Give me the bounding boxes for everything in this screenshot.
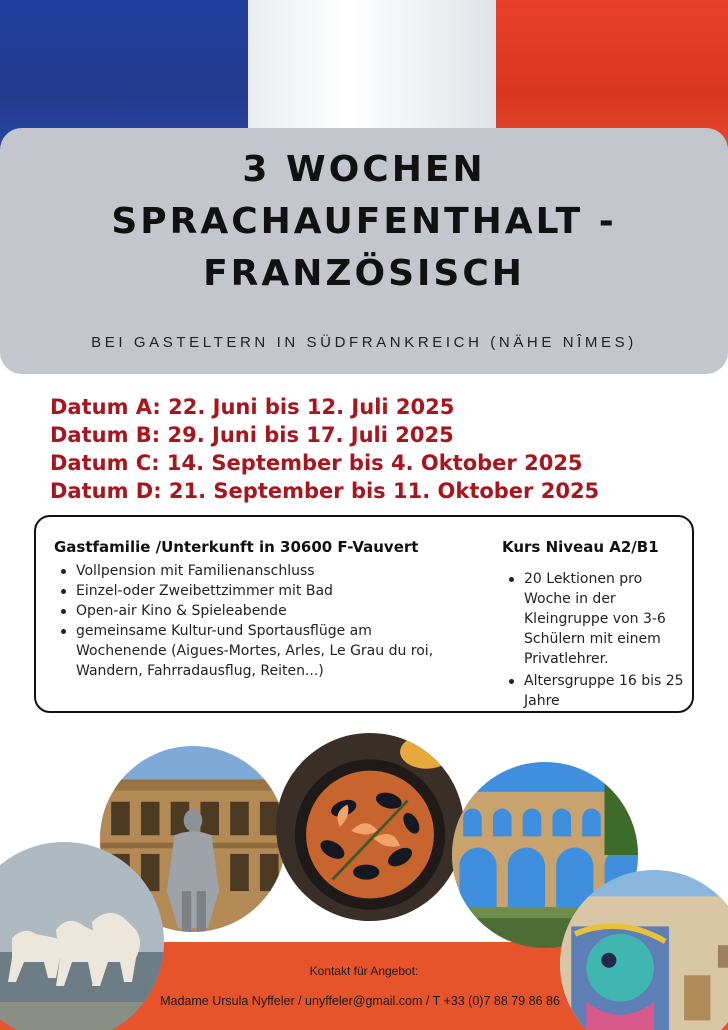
accommodation-section: [54, 537, 464, 681]
list-item: Vollpension mit Familienanschluss: [54, 561, 464, 581]
list-item: Open-air Kino & Spieleabende: [54, 601, 464, 621]
list-item: Einzel-oder Zweibettzimmer mit Bad: [54, 581, 464, 601]
page-title: [0, 144, 728, 300]
title-line-3: FRANZÖSISCH: [203, 253, 525, 294]
course-section: [502, 537, 692, 713]
date-b: Datum B: 29. Juni bis 17. Juli 2025: [50, 423, 454, 447]
info-box: [34, 515, 694, 713]
title-panel: [0, 128, 728, 374]
date-d: Datum D: 21. September bis 11. Oktober 2025: [50, 479, 600, 503]
contact-info[interactable]: Madame Ursula Nyffeler / unyffeler@gmail.com / T +33 (0)7 88 79 86 86: [160, 994, 560, 1008]
title-line-1: 3 WOCHEN: [242, 149, 486, 190]
contact-label: Kontakt für Angebot:: [309, 964, 419, 978]
list-item: Altersgruppe 16 bis 25 Jahre: [502, 671, 692, 711]
date-a: Datum A: 22. Juni bis 12. Juli 2025: [50, 395, 455, 419]
course-heading: Kurs Niveau A2/B1: [502, 538, 659, 556]
seafood-photo: [276, 733, 464, 921]
subtitle: BEI GASTELTERN IN SÜDFRANKREICH (NÄHE NÎMES): [91, 334, 637, 351]
accommodation-heading: Gastfamilie /Unterkunft in 30600 F-Vauvert: [54, 538, 419, 556]
date-c: Datum C: 14. September bis 4. Oktober 2025: [50, 451, 583, 475]
list-item: gemeinsame Kultur-und Sportausflüge am Wochenende (Aigues-Mortes, Arles, Le Grau du roi, Wandern, Fahrradausflug, Reiten...): [54, 621, 464, 681]
accommodation-list: [54, 561, 464, 681]
dates-list: [50, 393, 599, 505]
course-list: [502, 569, 692, 711]
list-item: 20 Lektionen pro Woche in der Kleingruppe von 3-6 Schülern mit einem Privatlehrer.: [502, 569, 692, 669]
title-line-2: SPRACHAUFENTHALT -: [111, 201, 617, 242]
